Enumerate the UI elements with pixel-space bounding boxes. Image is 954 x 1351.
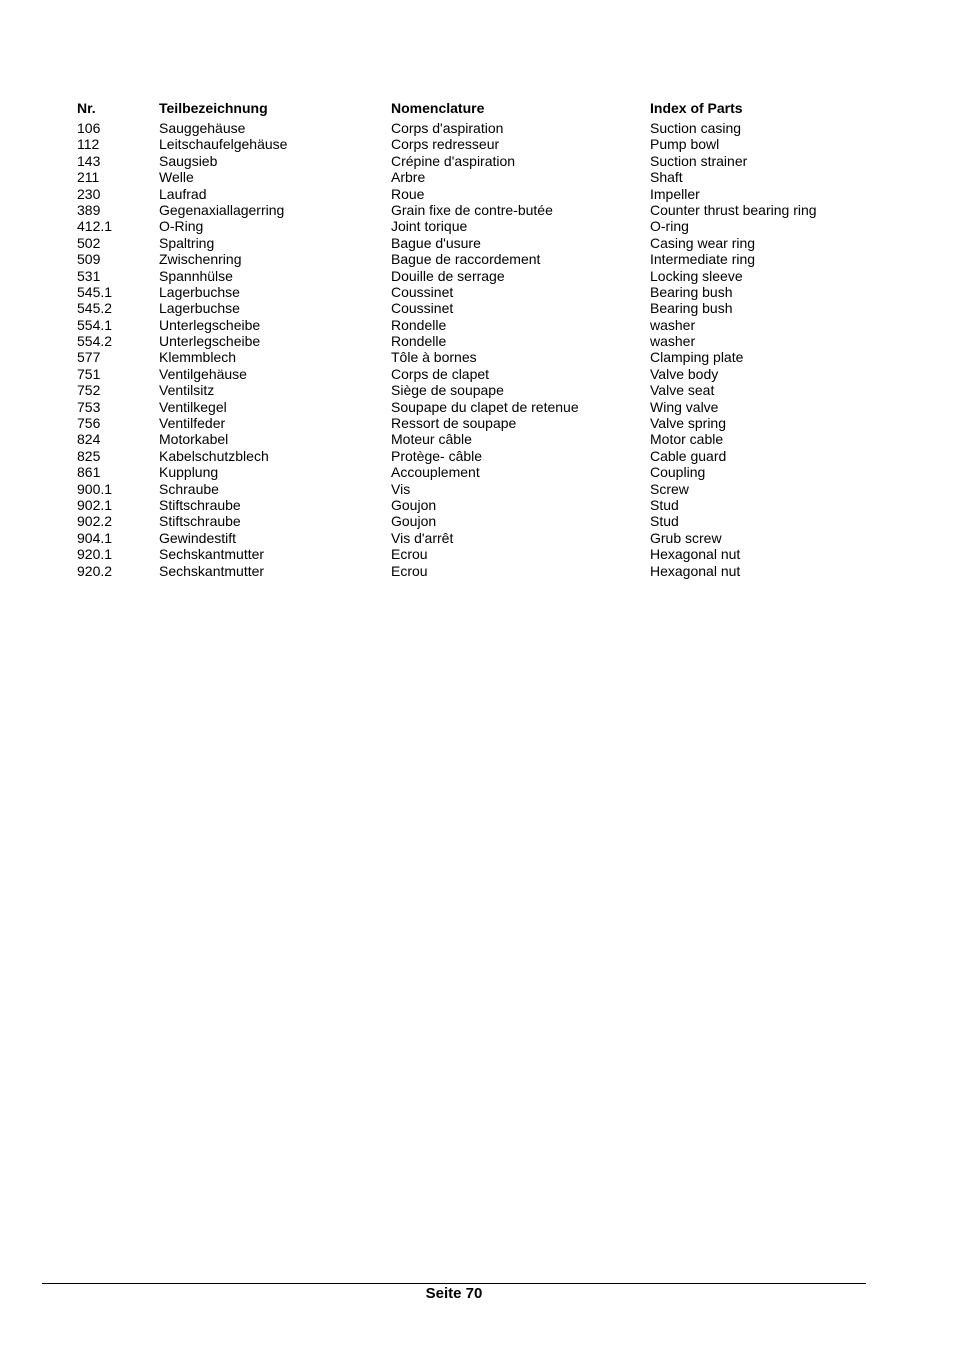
table-row (77, 153, 877, 169)
part-name-french: Joint torique (391, 218, 468, 235)
part-name-french: Tôle à bornes (391, 349, 477, 366)
table-row (77, 382, 877, 398)
part-number: 106 (77, 120, 101, 136)
part-name-english: Hexagonal nut (650, 546, 741, 563)
part-name-english: Wing valve (650, 398, 719, 415)
part-name-english: Valve seat (650, 382, 715, 399)
part-name-german: Kabelschutzblech (159, 447, 269, 464)
part-number: 554.2 (77, 333, 113, 350)
part-name-french: Siège de soupape (391, 382, 504, 399)
part-name-french: Vis d'arrêt (391, 529, 454, 546)
part-name-french: Ecrou (391, 546, 428, 563)
part-name-german: Lagerbuchse (159, 300, 240, 317)
part-name-english: Valve spring (650, 415, 727, 432)
table-row (77, 464, 877, 480)
part-name-english: Counter thrust bearing ring (650, 201, 817, 218)
part-number: 920.1 (77, 546, 113, 563)
part-name-french: Rondelle (391, 333, 447, 350)
part-name-english: washer (650, 316, 696, 333)
header-english: Index of Parts (650, 100, 743, 116)
table-row (77, 349, 877, 365)
part-number: 904.1 (77, 529, 113, 546)
table-row (77, 284, 877, 300)
table-header-row (77, 98, 877, 120)
part-name-french: Crépine d'aspiration (391, 152, 516, 169)
part-name-german: Stiftschraube (159, 496, 241, 513)
part-name-english: Stud (650, 496, 679, 513)
part-number: 900.1 (77, 480, 113, 497)
header-german: Teilbezeichnung (159, 100, 268, 116)
part-name-german: Sechskantmutter (159, 562, 265, 579)
part-name-english: Screw (650, 480, 689, 497)
part-name-english: Hexagonal nut (650, 562, 741, 579)
part-name-german: Motorkabel (159, 431, 229, 448)
table-row (77, 530, 877, 546)
part-name-french: Grain fixe de contre-butée (391, 201, 553, 218)
part-name-german: Welle (159, 169, 194, 186)
table-row (77, 513, 877, 529)
part-name-french: Coussinet (391, 300, 454, 317)
part-name-german: Unterlegscheibe (159, 316, 261, 333)
part-name-english: Bearing bush (650, 300, 733, 317)
table-row (77, 300, 877, 316)
part-name-german: Lagerbuchse (159, 283, 240, 300)
part-name-english: Intermediate ring (650, 251, 756, 268)
part-number: 112 (77, 136, 100, 153)
table-body (77, 120, 877, 579)
table-row (77, 415, 877, 431)
part-name-french: Ressort de soupape (391, 415, 517, 432)
header-french: Nomenclature (391, 100, 485, 116)
part-name-english: Shaft (650, 169, 683, 186)
parts-table (77, 98, 877, 579)
part-name-german: Klemmblech (159, 349, 237, 366)
part-name-english: Stud (650, 513, 679, 530)
part-name-german: Ventilsitz (159, 382, 215, 399)
part-name-french: Ecrou (391, 562, 428, 579)
part-name-english: Locking sleeve (650, 267, 743, 284)
table-row (77, 218, 877, 234)
part-number: 861 (77, 464, 101, 481)
part-number: 825 (77, 447, 101, 464)
part-name-german: Stiftschraube (159, 513, 241, 530)
part-name-german: Unterlegscheibe (159, 333, 261, 350)
part-name-german: Zwischenring (159, 251, 242, 268)
part-number: 211 (77, 169, 100, 186)
part-name-german: Leitschaufelgehäuse (159, 136, 288, 153)
part-name-german: Saugsieb (159, 152, 218, 169)
part-name-english: Clamping plate (650, 349, 744, 366)
table-row (77, 268, 877, 284)
table-row (77, 169, 877, 185)
part-name-english: washer (650, 333, 696, 350)
part-name-french: Bague d'usure (391, 234, 481, 251)
part-name-french: Arbre (391, 169, 426, 186)
part-name-english: Bearing bush (650, 283, 733, 300)
table-row (77, 431, 877, 447)
part-name-french: Goujon (391, 513, 437, 530)
part-name-french: Vis (391, 480, 411, 497)
page-number: Seite 70 (425, 1285, 483, 1302)
table-row (77, 251, 877, 267)
part-name-french: Moteur câble (391, 431, 472, 448)
part-name-french: Soupape du clapet de retenue (391, 398, 579, 415)
part-name-english: Valve body (650, 365, 719, 382)
table-row (77, 563, 877, 579)
header-nr: Nr. (77, 100, 96, 116)
part-name-english: Impeller (650, 185, 700, 202)
table-row (77, 546, 877, 562)
table-row (77, 366, 877, 382)
part-number: 902.1 (77, 496, 113, 513)
part-number: 902.2 (77, 513, 113, 530)
part-name-german: Schraube (159, 480, 219, 497)
part-name-french: Accouplement (391, 464, 480, 481)
part-name-english: Pump bowl (650, 136, 720, 153)
part-number: 577 (77, 349, 101, 366)
part-name-english: Motor cable (650, 431, 724, 448)
part-name-german: Ventilfeder (159, 415, 226, 432)
table-row (77, 481, 877, 497)
part-name-english: Suction strainer (650, 152, 748, 169)
part-name-german: Sechskantmutter (159, 546, 265, 563)
part-number: 920.2 (77, 562, 113, 579)
part-name-english: Suction casing (650, 120, 742, 136)
part-name-english: Cable guard (650, 447, 727, 464)
part-number: 412.1 (77, 218, 113, 235)
part-name-english: Coupling (650, 464, 706, 481)
part-name-german: Kupplung (159, 464, 219, 481)
part-number: 230 (77, 185, 101, 202)
part-name-german: Spannhülse (159, 267, 233, 284)
part-number: 502 (77, 234, 101, 251)
part-number: 389 (77, 201, 101, 218)
part-name-french: Protège- câble (391, 447, 483, 464)
part-name-french: Bague de raccordement (391, 251, 541, 268)
part-name-german: Laufrad (159, 185, 207, 202)
part-number: 824 (77, 431, 101, 448)
part-name-german: Ventilkegel (159, 398, 227, 415)
part-name-english: O-ring (650, 218, 689, 235)
part-name-german: Spaltring (159, 234, 215, 251)
table-row (77, 333, 877, 349)
part-number: 752 (77, 382, 101, 399)
part-number: 531 (77, 267, 101, 284)
part-number: 554.1 (77, 316, 113, 333)
table-row (77, 136, 877, 152)
part-number: 509 (77, 251, 101, 268)
part-name-german: Gewindestift (159, 529, 237, 546)
table-row (77, 120, 877, 136)
part-name-french: Roue (391, 185, 425, 202)
part-name-french: Corps redresseur (391, 136, 500, 153)
part-name-english: Casing wear ring (650, 234, 756, 251)
part-name-french: Coussinet (391, 283, 454, 300)
part-name-german: Gegenaxiallagerring (159, 201, 285, 218)
part-name-german: Ventilgehäuse (159, 365, 247, 382)
table-row (77, 497, 877, 513)
part-number: 756 (77, 415, 101, 432)
part-name-french: Corps de clapet (391, 365, 490, 382)
table-row (77, 235, 877, 251)
part-number: 545.1 (77, 283, 113, 300)
part-name-german: Sauggehäuse (159, 120, 246, 136)
part-name-english: Grub screw (650, 529, 722, 546)
part-number: 753 (77, 398, 101, 415)
table-row (77, 186, 877, 202)
part-number: 143 (77, 152, 101, 169)
part-name-french: Rondelle (391, 316, 447, 333)
table-row (77, 399, 877, 415)
part-number: 545.2 (77, 300, 113, 317)
table-row (77, 317, 877, 333)
table-row (77, 202, 877, 218)
part-name-french: Goujon (391, 496, 437, 513)
part-name-french: Corps d'aspiration (391, 120, 504, 136)
part-name-french: Douille de serrage (391, 267, 505, 284)
table-row (77, 448, 877, 464)
footer-divider (42, 1283, 866, 1284)
part-number: 751 (77, 365, 101, 382)
part-name-german: O-Ring (159, 218, 204, 235)
